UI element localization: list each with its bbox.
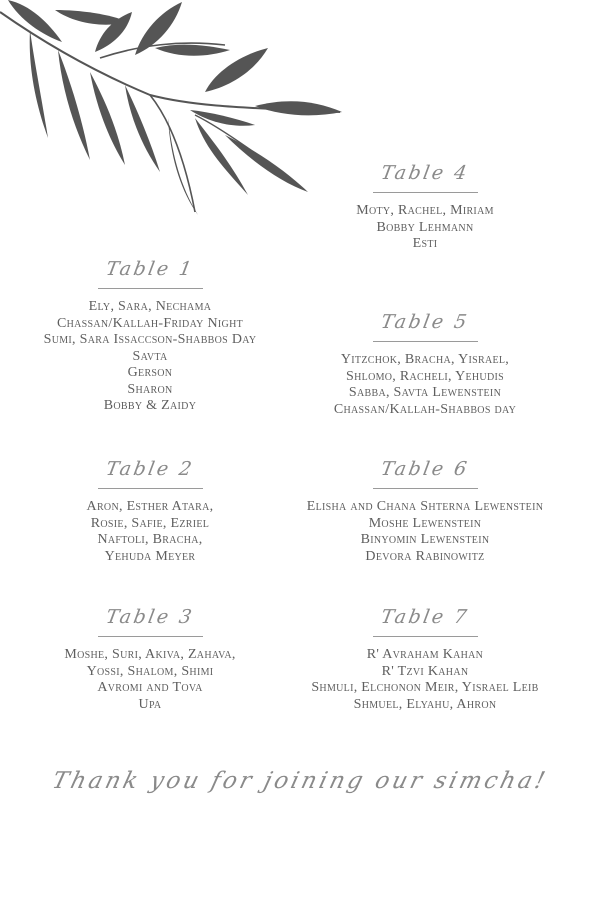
guest-line: Ely, Sara, Nechama (88, 299, 212, 314)
leaf (90, 72, 125, 165)
guest-line: Elisha and Chana Shterna Lewenstein (306, 499, 544, 514)
guest-line: Yitzchok, Bracha, Yisrael, (340, 352, 510, 367)
table-3-block (20, 602, 280, 713)
table-title: Table 5 (379, 311, 471, 333)
guest-line: Naftoli, Bracha, (97, 532, 203, 547)
leaf (255, 101, 342, 115)
guest-line: Esti (412, 236, 438, 251)
title-divider (98, 288, 203, 289)
leaf (58, 50, 90, 160)
guest-line: Savta (132, 348, 168, 364)
guest-line: Moshe Lewenstein (368, 515, 482, 531)
guest-line: Sharon (127, 381, 173, 397)
guest-line: Bobby Lehmann (376, 219, 474, 235)
guest-list (20, 499, 280, 565)
title-divider (373, 636, 478, 637)
title-divider (98, 636, 203, 637)
guest-line: R' Avraham Kahan (366, 647, 484, 662)
table-6-block (285, 454, 565, 565)
guest-line: Yossi, Shalom, Shimi (86, 663, 214, 679)
guest-line: Rosie, Safie, Ezriel (90, 515, 210, 531)
leaf (30, 30, 48, 138)
table-title: Table 6 (379, 458, 471, 480)
guest-list (285, 647, 565, 713)
guest-line: Moty, Rachel, Miriam (356, 203, 494, 218)
guest-line: Upa (138, 696, 162, 712)
guest-line: Chassan/Kallah-Shabbos day (333, 401, 517, 417)
title-divider (373, 488, 478, 489)
title-divider (373, 192, 478, 193)
guest-line: R' Tzvi Kahan (381, 663, 469, 679)
table-5-block (290, 307, 560, 418)
table-title: Table 7 (379, 606, 471, 628)
guest-line: Aron, Esther Atara, (86, 499, 214, 514)
guest-line: Sumi, Sara Issaccson-Shabbos Day (43, 332, 257, 347)
guest-line: Bobby & Zaidy (103, 398, 197, 413)
table-title: Table 2 (104, 458, 196, 480)
guest-line: Shmuel, Elyahu, Ahron (353, 696, 497, 712)
guest-line: Avromi and Tova (97, 680, 203, 695)
leaf (205, 48, 268, 92)
table-4-block (290, 158, 560, 253)
guest-line: Shmuli, Elchonon Meir, Yisrael Leib (311, 680, 539, 695)
guest-line: Yehuda Meyer (104, 548, 196, 564)
guest-line: Sabba, Savta Lewenstein (348, 385, 502, 400)
guest-line: Moshe, Suri, Akiva, Zahava, (64, 647, 236, 662)
branch-stem (0, 12, 340, 112)
title-divider (98, 488, 203, 489)
guest-list (285, 499, 565, 565)
table-7-block (285, 602, 565, 713)
leaf (155, 45, 230, 56)
guest-line: Devora Rabinowitz (365, 548, 485, 564)
table-title: Table 4 (379, 162, 471, 184)
guest-list (20, 647, 280, 713)
branch-stem (150, 95, 195, 212)
guest-line: Chassan/Kallah-Friday Night (56, 315, 244, 331)
guest-list (290, 203, 560, 253)
table-title: Table 3 (104, 606, 196, 628)
leaf (125, 85, 160, 172)
table-1-block (20, 254, 280, 415)
guest-line: Binyomin Lewenstein (360, 532, 490, 547)
table-title: Table 1 (104, 258, 196, 280)
thank-you-message: Thank you for joining our simcha! (49, 768, 551, 794)
guest-line: Gerson (127, 365, 173, 380)
table-2-block (20, 454, 280, 565)
guest-line: Shlomo, Racheli, Yehudis (346, 368, 504, 384)
guest-list (20, 299, 280, 415)
title-divider (373, 341, 478, 342)
guest-list (290, 352, 560, 418)
